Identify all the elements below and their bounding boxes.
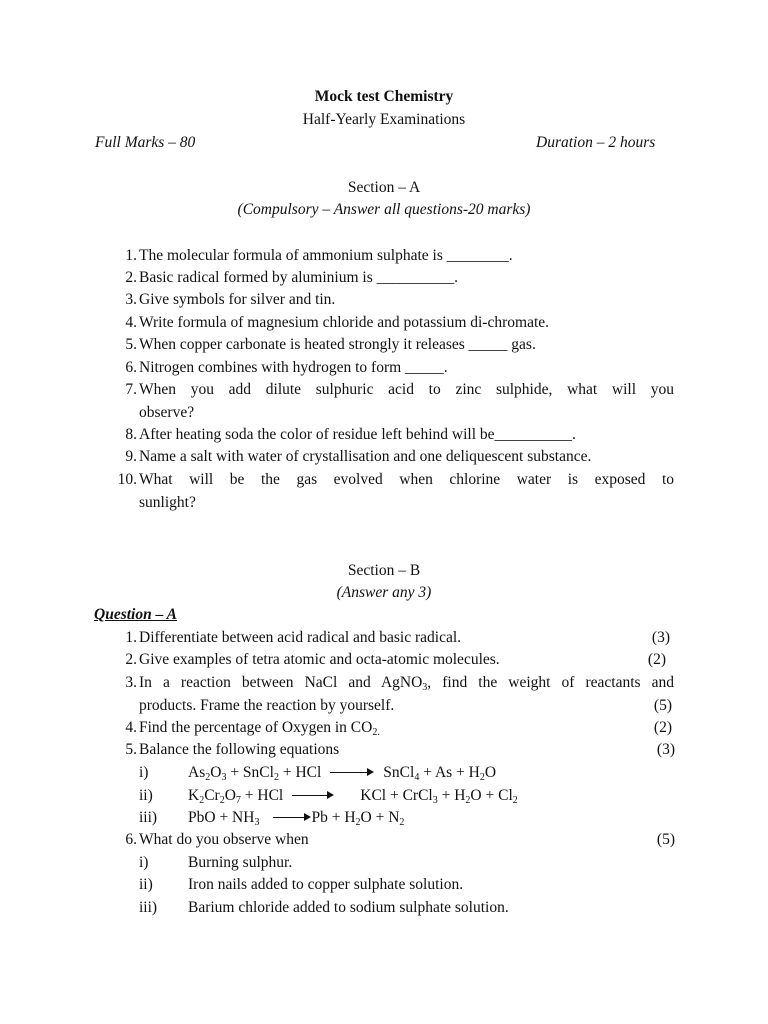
question-a-label: Question – A	[94, 606, 177, 623]
question-text: When you add dilute sulphuric acid to zinc sulphide, what will you	[139, 381, 674, 398]
question-text: What do you observe when	[139, 831, 309, 848]
formula-part: PbO + NH	[188, 809, 255, 826]
formula-part: O	[224, 787, 236, 804]
question-text: The molecular formula of ammonium sulphate is ________.	[139, 247, 513, 264]
question-number: 4.	[125, 719, 137, 736]
question-text: Differentiate between acid radical and basic radical.	[139, 629, 462, 646]
subscript: 2.	[372, 727, 380, 738]
question-text: Balance the following equations	[139, 741, 340, 758]
formula-part: O	[484, 764, 497, 781]
subscript: 3	[422, 682, 428, 693]
formula-part: As	[188, 764, 206, 781]
marks: (5)	[653, 697, 672, 714]
question-number: 1.	[125, 629, 137, 646]
question-text: When copper carbonate is heated strongly it releases _____ gas.	[139, 336, 536, 353]
formula-part: + HCl	[278, 764, 322, 781]
question-number: 5.	[125, 741, 137, 758]
formula-part: Pb + H	[311, 809, 356, 826]
question-text: Name a salt with water of crystallisation and one deliquescent substance.	[139, 448, 592, 465]
observation-text: Iron nails added to copper sulphate solution.	[188, 876, 464, 893]
question-number: 8.	[125, 426, 137, 443]
right-arrow-icon	[273, 813, 311, 823]
question-text: Write formula of magnesium chloride and potassium di-chromate.	[139, 314, 550, 331]
subscript: 3	[254, 817, 260, 828]
equation-text	[188, 764, 496, 782]
question-text: After heating soda the color of residue left behind will be__________.	[139, 426, 576, 443]
subscript: 2	[219, 795, 225, 806]
subscript: 2	[512, 795, 518, 806]
marks: (3)	[651, 629, 670, 646]
question-text-part: , find the weight of reactants and	[427, 674, 674, 691]
observation-text: Burning sulphur.	[188, 854, 293, 871]
roman-numeral: iii)	[139, 809, 158, 826]
question-number: 2.	[125, 651, 137, 668]
subscript: 2	[465, 795, 471, 806]
roman-numeral: ii)	[139, 876, 153, 893]
question-text: Give examples of tetra atomic and octa-atomic molecules.	[139, 651, 500, 668]
formula-part: O + N	[360, 809, 400, 826]
question-text	[139, 719, 674, 737]
subscript: 4	[414, 772, 420, 783]
question-text-continued: products. Frame the reaction by yourself.	[139, 697, 395, 714]
question-text: Give symbols for silver and tin.	[139, 291, 336, 308]
subscript: 2	[479, 772, 485, 783]
formula-part: KCl + CrCl	[360, 787, 433, 804]
section-a-instruction: (Compulsory – Answer all questions-20 marks)	[237, 201, 531, 218]
formula-part: + HCl	[240, 787, 284, 804]
page-title: Mock test Chemistry	[314, 88, 454, 105]
question-text-part: Find the percentage of Oxygen in CO	[139, 719, 373, 736]
subscript: 2	[399, 817, 405, 828]
section-a-heading: Section – A	[347, 179, 421, 196]
formula-part: Cr	[204, 787, 220, 804]
subscript: 2	[355, 817, 361, 828]
full-marks: Full Marks – 80	[95, 134, 196, 151]
question-number: 3.	[125, 674, 137, 691]
formula-part: + As + H	[419, 764, 480, 781]
question-number: 2.	[125, 269, 137, 286]
question-number: 6.	[125, 359, 137, 376]
right-arrow-icon	[330, 768, 374, 778]
right-arrow-icon	[292, 791, 334, 801]
roman-numeral: i)	[139, 854, 149, 871]
subscript: 2	[199, 795, 205, 806]
question-number: 9.	[125, 448, 137, 465]
question-text: Basic radical formed by aluminium is __________.	[139, 269, 458, 286]
question-number: 4.	[125, 314, 137, 331]
roman-numeral: ii)	[139, 787, 153, 804]
question-text-continued: sunlight?	[139, 494, 196, 511]
equation-text	[188, 809, 404, 827]
equation-text	[188, 787, 518, 805]
question-text	[139, 674, 674, 692]
question-number: 6.	[125, 831, 137, 848]
question-number: 5.	[125, 336, 137, 353]
subscript: 2	[273, 772, 279, 783]
formula-part: + H	[437, 787, 466, 804]
question-number: 3.	[125, 291, 137, 308]
question-number: 1.	[125, 247, 137, 264]
question-text: Nitrogen combines with hydrogen to form _____.	[139, 359, 448, 376]
formula-part: O + Cl	[470, 787, 513, 804]
formula-part: K	[188, 787, 200, 804]
section-b-heading: Section – B	[347, 562, 421, 579]
marks: (2)	[647, 651, 666, 668]
question-number: 7.	[125, 381, 137, 398]
duration: Duration – 2 hours	[536, 134, 656, 151]
subscript: 2	[205, 772, 211, 783]
marks: (5)	[656, 831, 675, 848]
question-text-continued: observe?	[139, 404, 195, 421]
roman-numeral: i)	[139, 764, 149, 781]
section-b-instruction: (Answer any 3)	[336, 584, 432, 601]
formula-part: SnCl	[383, 764, 415, 781]
formula-part: O	[210, 764, 222, 781]
question-number: 10.	[117, 471, 137, 488]
question-text-part: In a reaction between NaCl and AgNO	[139, 674, 423, 691]
subscript: 3	[221, 772, 227, 783]
subscript: 7	[235, 795, 241, 806]
observation-text: Barium chloride added to sodium sulphate solution.	[188, 899, 509, 916]
formula-part: + SnCl	[226, 764, 274, 781]
marks: (2)	[653, 719, 672, 736]
subscript: 3	[432, 795, 438, 806]
marks: (3)	[656, 741, 675, 758]
roman-numeral: iii)	[139, 899, 158, 916]
question-text: What will be the gas evolved when chlorine water is exposed to	[139, 471, 674, 488]
exam-subtitle: Half-Yearly Examinations	[302, 111, 466, 128]
